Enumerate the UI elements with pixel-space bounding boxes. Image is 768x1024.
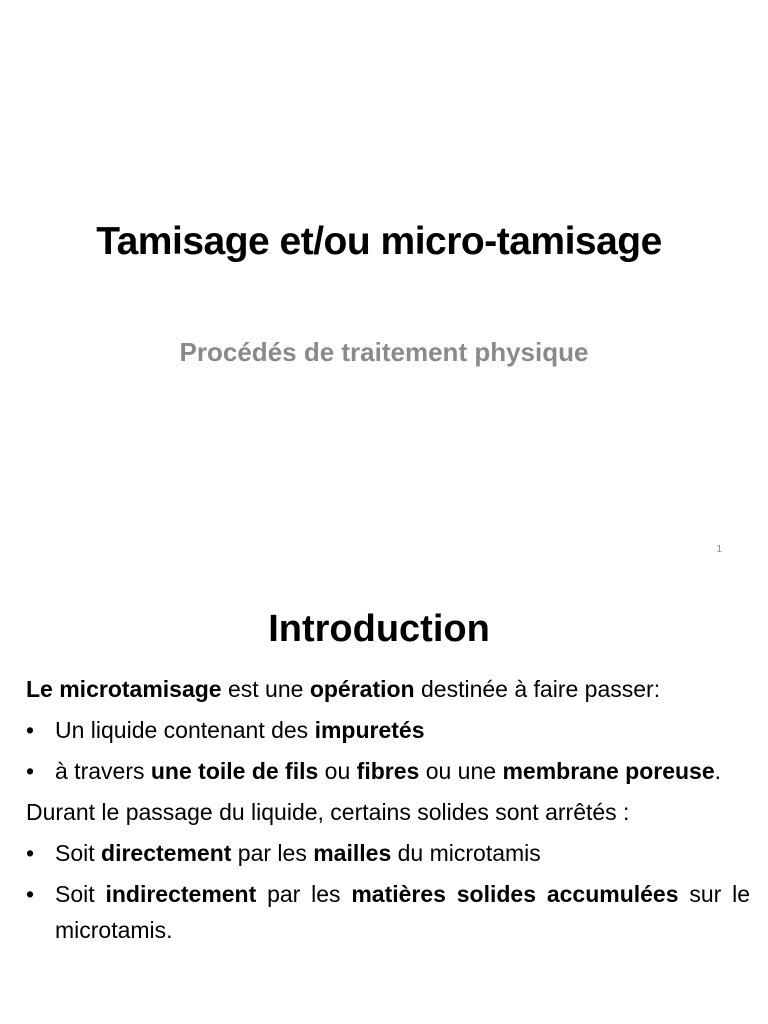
section-heading: Introduction — [268, 608, 490, 650]
bold-text: opération — [309, 676, 415, 702]
text-span: . — [714, 758, 722, 784]
slide-title: Tamisage et/ou micro-tamisage — [96, 220, 662, 263]
bullet-icon: • — [26, 881, 35, 907]
list-item — [26, 835, 750, 871]
list-item — [26, 753, 750, 789]
text-span: Soit — [55, 881, 106, 907]
text-span: Soit — [55, 840, 102, 866]
text-span: ou — [318, 758, 357, 784]
text-span: sur le microtamis. — [55, 881, 750, 943]
bold-text: Le microtamisage — [26, 676, 222, 702]
slide-body — [26, 671, 750, 953]
bold-text: impuretés — [314, 717, 425, 743]
bold-text: directement — [101, 840, 232, 866]
bullet-icon: • — [26, 840, 35, 866]
slide-2 — [0, 576, 768, 1024]
text-span: destinée à faire passer: — [414, 676, 661, 702]
slide-subtitle: Procédés de traitement physique — [179, 337, 589, 367]
bold-text: matières solides accumulées — [351, 881, 679, 907]
list-item — [26, 876, 750, 948]
bold-text: une toile de fils — [150, 758, 319, 784]
text-span: du microtamis — [391, 840, 541, 866]
intro-paragraph — [26, 671, 750, 707]
bullet-icon: • — [26, 758, 35, 784]
list-item — [26, 712, 750, 748]
bold-text: membrane poreuse — [502, 758, 715, 784]
text-span: Un liquide contenant des — [55, 717, 315, 743]
text-span: ou une — [419, 758, 503, 784]
bold-text: fibres — [356, 758, 420, 784]
text-span: par les — [231, 840, 314, 866]
text-span: à travers — [55, 758, 151, 784]
bold-text: indirectement — [105, 881, 257, 907]
text-span: est une — [221, 676, 310, 702]
bullet-icon: • — [26, 717, 35, 743]
passage-paragraph: Durant le passage du liquide, certains solides sont arrêtés : — [26, 799, 630, 825]
text-span: par les — [256, 881, 352, 907]
bold-text: mailles — [313, 840, 392, 866]
page-number: 1 — [716, 544, 722, 555]
